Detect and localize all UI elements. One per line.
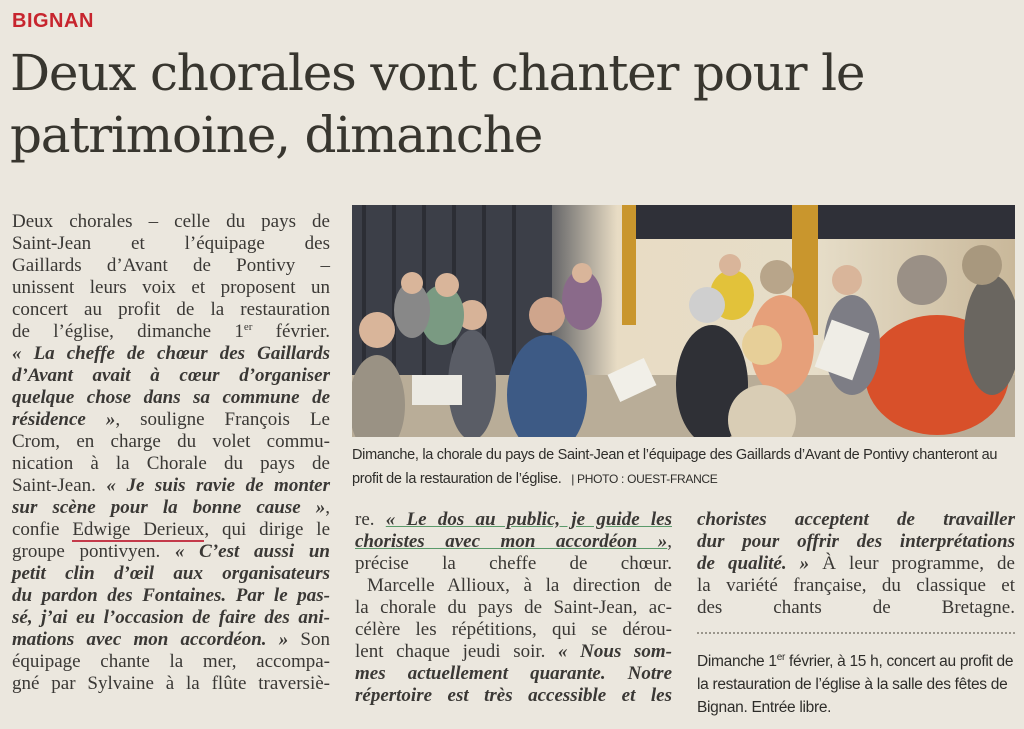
text-line bbox=[12, 277, 330, 299]
caption-text: Dimanche, la chorale du pays de Saint-Jean et l’équipage des Gaillards d’Avant de Pontivy chanteront au profit de la restauration de l’église. bbox=[352, 447, 998, 487]
text-line bbox=[697, 531, 1015, 553]
text-line bbox=[12, 255, 330, 277]
quote-text: mes actuellement quarante. Notre bbox=[355, 663, 672, 684]
text-segment: , bbox=[667, 531, 672, 552]
text-segment: la variété française, du classique et bbox=[697, 575, 1015, 596]
text-segment: la chorale du pays de Saint-Jean, ac- bbox=[355, 597, 672, 618]
divider bbox=[697, 632, 1015, 634]
text-line bbox=[12, 453, 330, 475]
photo-credit: | PHOTO : OUEST-FRANCE bbox=[571, 472, 718, 486]
text-line bbox=[12, 585, 330, 607]
quote-text: choristes avec mon accordéon » bbox=[355, 531, 668, 552]
choir-photo-illustration bbox=[352, 205, 1015, 437]
text-segment: re. bbox=[355, 509, 386, 530]
text-segment: nication à la Chorale du pays de bbox=[12, 453, 330, 474]
text-segment: À leur programme, de bbox=[809, 553, 1015, 574]
text-segment: gné par Sylvaine à la flûte traversiè- bbox=[12, 673, 330, 694]
column-left bbox=[12, 211, 330, 695]
quote-text: d’Avant avait à cœur d’organiser bbox=[12, 365, 330, 386]
text-segment: Edwige Derieux bbox=[72, 519, 205, 540]
quote-text: de qualité. » bbox=[697, 553, 810, 574]
text-line bbox=[12, 629, 330, 651]
text-line bbox=[697, 509, 1015, 531]
quote-text: mations avec mon accordéon. » bbox=[12, 629, 289, 650]
photo-caption bbox=[352, 443, 1017, 491]
text-line bbox=[12, 233, 330, 255]
text-segment: Saint-Jean. bbox=[12, 475, 107, 496]
text-line bbox=[355, 531, 672, 553]
text-segment: des chants de Bretagne. bbox=[697, 597, 1015, 618]
info-superscript: er bbox=[776, 652, 786, 663]
text-segment: , souligne François Le bbox=[115, 409, 330, 430]
text-line bbox=[12, 607, 330, 629]
column-right bbox=[697, 509, 1015, 619]
text-line bbox=[355, 553, 672, 575]
text-segment: confie bbox=[12, 519, 73, 540]
quote-text: sur scène pour la bonne cause » bbox=[12, 497, 326, 518]
text-line bbox=[12, 475, 330, 497]
quote-text: « La cheffe de chœur des Gaillards bbox=[12, 343, 330, 364]
text-segment: Saint-Jean et l’équipage des bbox=[12, 233, 330, 254]
text-line bbox=[12, 387, 330, 409]
text-line bbox=[12, 519, 330, 541]
text-line bbox=[355, 619, 672, 641]
headline-line: patrimoine, dimanche bbox=[10, 106, 543, 164]
text-line bbox=[12, 409, 330, 431]
article-photo bbox=[352, 205, 1015, 437]
text-segment: groupe pontivyen. bbox=[12, 541, 175, 562]
text-segment: unissent leurs voix et proposent un bbox=[12, 277, 330, 298]
text-line bbox=[12, 541, 330, 563]
quote-text: « Je suis ravie de monter bbox=[106, 475, 330, 496]
quote-text: « Le dos au public, je guide les bbox=[385, 509, 673, 530]
quote-text: « C’est aussi un bbox=[174, 541, 330, 562]
info-text: Dimanche 1 bbox=[697, 653, 777, 670]
quote-text: répertoire est très accessible et les bbox=[355, 685, 672, 706]
text-line bbox=[12, 651, 330, 673]
quote-text: dur pour offrir des interprétations bbox=[697, 531, 1015, 552]
text-segment: précise la cheffe de chœur. bbox=[355, 553, 672, 574]
text-line bbox=[12, 431, 330, 453]
text-line bbox=[12, 321, 330, 343]
text-segment: , bbox=[325, 497, 330, 518]
event-info-box bbox=[697, 650, 1017, 719]
text-line bbox=[12, 365, 330, 387]
text-segment: Marcelle Allioux, à la direction de bbox=[367, 575, 672, 596]
quote-text: petit clin d’œil aux organisateurs bbox=[12, 563, 330, 584]
headline bbox=[10, 42, 864, 166]
text-segment: février. bbox=[252, 321, 331, 342]
text-line bbox=[12, 299, 330, 321]
section-kicker: BIGNAN bbox=[12, 10, 94, 32]
quote-text: quelque chose dans sa commune de bbox=[12, 387, 330, 408]
text-segment: Gaillards d’Avant de Pontivy – bbox=[12, 255, 330, 276]
text-line bbox=[697, 597, 1015, 619]
text-segment: Deux chorales – celle du pays de bbox=[12, 211, 330, 232]
quote-text: sé, j’ai eu l’occasion de faire des ani- bbox=[12, 607, 330, 628]
text-segment: concert au profit de la restauration bbox=[12, 299, 330, 320]
quote-text: choristes acceptent de travailler bbox=[697, 509, 1015, 530]
text-line bbox=[12, 497, 330, 519]
column-middle bbox=[355, 509, 672, 707]
text-segment: er bbox=[243, 321, 253, 333]
quote-text: du pardon des Fontaines. Par le pas- bbox=[12, 585, 330, 606]
text-segment: de l’église, dimanche 1 bbox=[12, 321, 244, 342]
text-line bbox=[12, 673, 330, 695]
quote-text: résidence » bbox=[12, 409, 116, 430]
headline-line: Deux chorales vont chanter pour le bbox=[10, 44, 865, 102]
text-line bbox=[355, 597, 672, 619]
info-text-rest: février, à 15 h, concert au profit de la restauration de l’église à la salle des fêtes de Bignan. Entrée libre. bbox=[697, 653, 1014, 716]
text-segment: équipage chante la mer, accompa- bbox=[12, 651, 330, 672]
text-line bbox=[355, 575, 672, 597]
text-segment: célère les répétitions, qui se dérou- bbox=[355, 619, 672, 640]
text-line bbox=[355, 641, 672, 663]
text-line bbox=[355, 685, 672, 707]
text-line bbox=[697, 575, 1015, 597]
text-segment: Crom, en charge du volet commu- bbox=[12, 431, 330, 452]
text-segment: lent chaque jeudi soir. bbox=[355, 641, 559, 662]
text-line bbox=[697, 553, 1015, 575]
quote-text: « Nous som- bbox=[558, 641, 673, 662]
text-segment: , qui dirige le bbox=[204, 519, 330, 540]
text-line bbox=[12, 343, 330, 365]
text-line bbox=[12, 563, 330, 585]
text-line bbox=[355, 663, 672, 685]
text-segment: Son bbox=[288, 629, 330, 650]
text-line bbox=[12, 211, 330, 233]
text-line bbox=[355, 509, 672, 531]
